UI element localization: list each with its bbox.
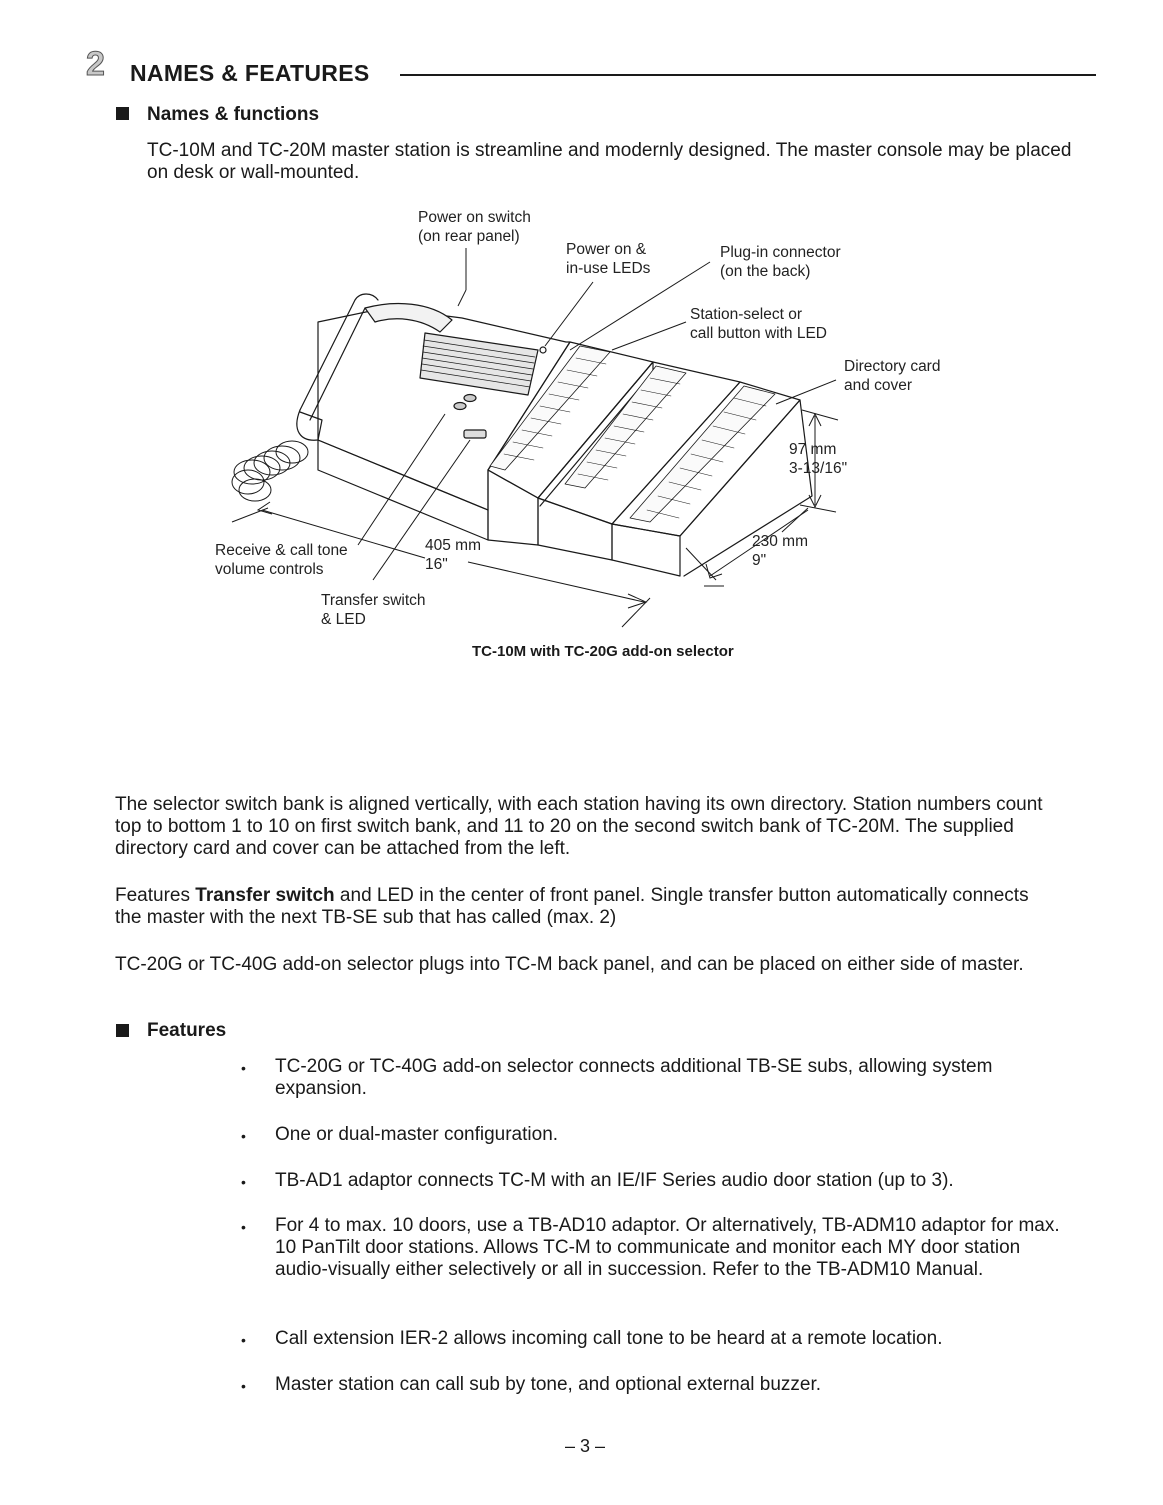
label-directory-card-sub: and cover bbox=[844, 377, 913, 394]
names-intro: TC-10M and TC-20M master station is streamline and modernly designed. The master console may be placed on desk or wall-mounted. bbox=[147, 140, 1072, 183]
paragraph-selector-bank: The selector switch bank is aligned vertically, with each station having its own directory. Station numbers count top to bottom 1 to 10 on first switch bank, and 11 to 20 on the second switch bank of TC-20M. The supplied directory card and cover can be attached from the left. bbox=[115, 794, 1043, 859]
label-power-switch-sub: (on rear panel) bbox=[418, 228, 520, 245]
label-station-select: Station-select or bbox=[690, 306, 802, 323]
product-illustration bbox=[0, 0, 1163, 700]
section-number: 2 bbox=[86, 45, 105, 83]
label-depth-in: 9" bbox=[752, 552, 767, 569]
label-width-in: 16" bbox=[425, 556, 448, 573]
label-power-switch: Power on switch bbox=[418, 209, 531, 226]
bullet-icon: • bbox=[241, 1378, 246, 1394]
features-heading: Features bbox=[147, 1020, 227, 1041]
feature-item: Call extension IER-2 allows incoming call tone to be heard at a remote location. bbox=[275, 1328, 943, 1349]
label-directory-card: Directory card bbox=[844, 358, 941, 375]
feature-item: TB-AD1 adaptor connects TC-M with an IE/IF Series audio door station (up to 3). bbox=[275, 1170, 954, 1191]
label-volume-controls-sub: volume controls bbox=[215, 561, 324, 578]
feature-item: TC-20G or TC-40G add-on selector connects additional TB-SE subs, allowing system expansion. bbox=[275, 1056, 993, 1099]
names-heading: Names & functions bbox=[147, 104, 320, 125]
label-power-leds-sub: in-use LEDs bbox=[566, 260, 651, 277]
paragraph-transfer-switch bbox=[115, 885, 1055, 929]
section-title: NAMES & FEATURES bbox=[130, 60, 370, 86]
label-power-leds: Power on & bbox=[566, 241, 647, 258]
feature-item: One or dual-master configuration. bbox=[275, 1124, 559, 1145]
transfer-prefix: Features bbox=[115, 885, 196, 906]
bullet-icon: • bbox=[241, 1128, 246, 1144]
label-transfer-switch: Transfer switch bbox=[321, 592, 426, 609]
transfer-switch-bold: Transfer switch bbox=[195, 885, 335, 906]
label-transfer-switch-sub: & LED bbox=[321, 611, 366, 628]
heading-square-icon bbox=[116, 1024, 129, 1037]
label-volume-controls: Receive & call tone bbox=[215, 542, 348, 559]
label-station-select-sub: call button with LED bbox=[690, 325, 827, 342]
bullet-icon: • bbox=[241, 1060, 246, 1076]
label-height-in: 3-13/16" bbox=[789, 460, 848, 477]
label-height-mm: 97 mm bbox=[789, 441, 837, 458]
label-depth-mm: 230 mm bbox=[752, 533, 808, 550]
figure-caption: TC-10M with TC-20G add-on selector bbox=[472, 643, 734, 660]
paragraph-add-on-selector: TC-20G or TC-40G add-on selector plugs into TC-M back panel, and can be placed on either side of master. bbox=[115, 954, 1024, 975]
feature-item: For 4 to max. 10 doors, use a TB-AD10 adaptor. Or alternatively, TB-ADM10 adaptor for max. 10 PanTilt door stations. Allows TC-M to communicate and monitor each MY door station audio-visually either selectively or all in succession. Refer to the TB-ADM10 Manual. bbox=[275, 1215, 1060, 1280]
label-plugin-connector: Plug-in connector bbox=[720, 244, 841, 261]
bullet-icon: • bbox=[241, 1174, 246, 1190]
label-plugin-connector-sub: (on the back) bbox=[720, 263, 811, 280]
feature-item: Master station can call sub by tone, and optional external buzzer. bbox=[275, 1374, 822, 1395]
page-number: – 3 – bbox=[565, 1436, 606, 1456]
transfer-suffix: and LED in the center of front panel. Single transfer button automatically connects the master with the next TB-SE sub that has called (max. 2) bbox=[115, 885, 1029, 928]
label-width-mm: 405 mm bbox=[425, 537, 481, 554]
bullet-icon: • bbox=[241, 1219, 246, 1235]
bullet-icon: • bbox=[241, 1332, 246, 1348]
